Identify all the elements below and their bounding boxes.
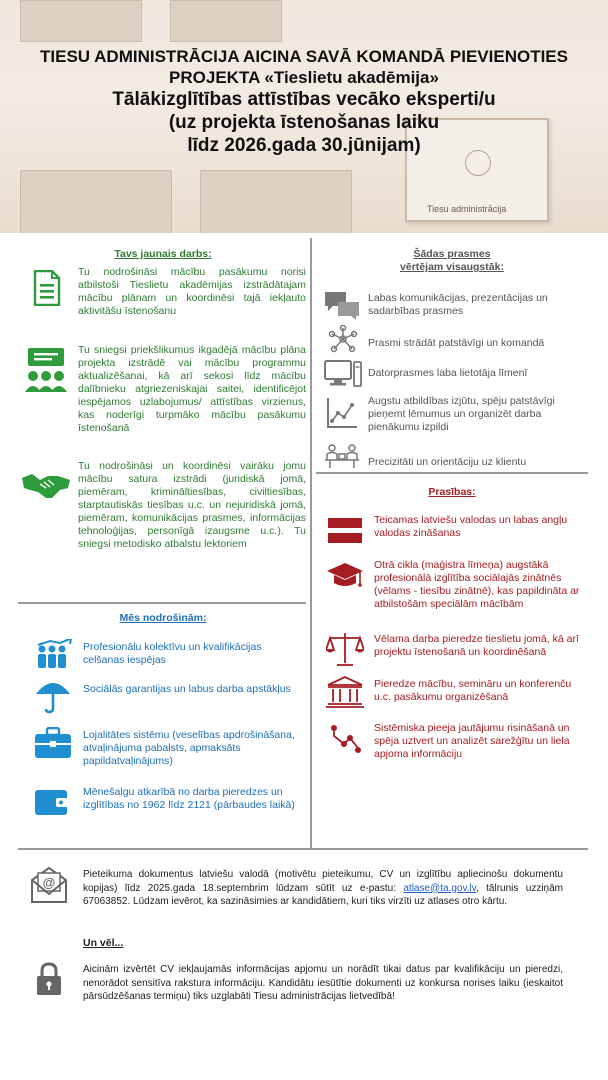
building-window: [200, 170, 352, 233]
skills-item-text: Precizitāti un orientāciju uz klientu: [368, 456, 527, 468]
scales-icon: [326, 631, 364, 667]
briefcase-icon: [34, 727, 72, 759]
building-window: [20, 0, 142, 42]
work-heading: Tavs jaunais darbs:: [114, 248, 212, 260]
title-line-2: PROJEKTA «Tieslietu akadēmija»: [169, 68, 439, 87]
requirements-item-text: Vēlama darba pieredze tieslietu jomā, kā arī projektu īstenošanā un koordinēšanā: [374, 633, 579, 658]
requirements-item-text: Sistēmiska pieeja jautājumu risināšanā un spēja uztvert un analizēt sarežģītu un liela apjoma informāciju: [374, 722, 570, 760]
chat-bubbles-icon: [324, 290, 360, 320]
building-window: [20, 170, 172, 233]
presentation-group-icon: [24, 348, 68, 396]
offer-heading: Mēs nodrošinām:: [119, 612, 207, 624]
email-link[interactable]: atlase@ta.gov.lv: [403, 882, 476, 894]
language-bars-icon: [328, 518, 362, 544]
building-window: [170, 0, 282, 42]
more-heading: Un vēl...: [83, 937, 124, 949]
more-text: Aicinām izvērtēt CV iekļaujamās informācijas apjomu un norādīt tikai datus par kvalifikāciju un pieredzi, nenorādot sensitīva rakstura informāciju. Kandidātu iesūtītie dokumenti uz konkursa norises laiku (ieskaitot pārsūdzēšanas termiņu) tiks uzglabāti Tiesu administrācijas lietvedībā!: [83, 964, 563, 1002]
computer-icon: [324, 360, 362, 388]
chart-icon: [326, 397, 358, 429]
work-item-text: Tu sniegsi priekšlikumus ikgadējā mācību plāna projekta izstrādē vai mācību programmu aktualizēšanai, kā arī sekosi līdz mācību dalībnieku atgriezeniskajai saitei, identificējot iespējamos uzlabojumus/ attīstības virzienus, kas noderīgi turpmāko mācību pasākumu īstenošanā: [78, 344, 306, 434]
hero-banner: [0, 0, 608, 233]
requirements-item-text: Teicamas latviešu valodas un labas angļu valodas zināšanas: [374, 514, 568, 539]
apply-text-before: Pieteikuma dokumentus latviešu valodā (motivētu pieteikumu, CV un izglītību apliecinošu dokumentu kopijas) līdz 2025.gada 18.septembrim lūdzam sūtīt uz e-pastu:: [83, 869, 563, 894]
skills-heading: [316, 248, 588, 274]
apply-text-after: , tālrunis uzziņām 67063852. Lūdzam ievērot, ka sazināsimies ar kandidātiem, kuri tiks virzīti uz atlases otro kārtu.: [83, 882, 563, 907]
skills-heading-line-2: vērtējam visaugstāk:: [400, 261, 504, 273]
problem-solving-icon: [330, 724, 362, 756]
skills-item-text: Prasmi strādāt patstāvīgi un komandā: [368, 337, 545, 349]
requirements-heading: Prasības:: [428, 486, 476, 498]
graduation-cap-icon: [326, 561, 364, 591]
apply-text: [83, 868, 563, 909]
document-icon: [32, 270, 62, 306]
divider-left: [18, 602, 306, 604]
work-item-text: Tu nodrošināsi mācību pasākumu norisi atbilstoši Tieslietu akadēmijas izstrādātajam mācību plānam un koordinēsi tajā iekļauto aktivitāšu īstenošanu: [78, 266, 306, 317]
handshake-icon: [22, 470, 70, 500]
umbrella-icon: [34, 678, 72, 714]
title-line-5: līdz 2026.gada 30.jūnijam): [187, 135, 421, 156]
email-icon: [30, 866, 68, 904]
skills-item-text: Augstu atbildības izjūtu, spēju patstāvīgi pieņemt lēmumus un organizēt darba pienākumu izpildi: [368, 395, 555, 433]
skills-item-text: Labas komunikācijas, prezentācijas un sadarbības prasmes: [368, 292, 548, 317]
client-service-icon: [324, 443, 360, 469]
title-line-1: TIESU ADMINISTRĀCIJA AICINA SAVĀ KOMANDĀ PIEVIENOTIES: [40, 47, 568, 66]
divider-right: [316, 472, 588, 474]
divider-bottom: [18, 848, 588, 850]
lock-icon: [36, 962, 62, 996]
page-title: [0, 46, 608, 157]
skills-item-text: Datorprasmes laba lietotāja līmenī: [368, 367, 528, 379]
title-line-3: Tālākizglītības attīstības vecāko eksperti/u: [112, 89, 496, 110]
offer-item-text: Mēnešalgu atkarībā no darba pieredzes un izglītības no 1962 līdz 2121 (pārbaudes laikā): [83, 786, 295, 811]
vertical-divider: [310, 238, 312, 848]
title-line-4: (uz projekta īstenošanas laiku: [168, 112, 440, 133]
network-icon: [328, 325, 358, 353]
svg-text:@: @: [42, 875, 56, 890]
wallet-icon: [34, 788, 70, 816]
offer-item-text: Sociālās garantijas un labus darba apstākļus: [83, 683, 291, 695]
plaque-label: Tiesu administrācija: [427, 204, 507, 214]
requirements-item-text: Otrā cikla (maģistra līmeņa) augstākā profesionālā izglītība sociālajās zinātnēs (vēlams - tiesību zinātnē), kas papildināta ar atbilstošām speciālām mācībām: [374, 559, 580, 610]
skills-heading-line-1: Šādas prasmes: [413, 248, 491, 260]
offer-item-text: Profesionālu kolektīvu un kvalifikācijas celšanas iespējas: [83, 641, 262, 666]
institution-icon: [326, 675, 364, 709]
team-growth-icon: [36, 639, 74, 669]
work-item-text: Tu nodrošināsi un koordinēsi vairāku jomu mācību satura izstrādi (juridiskā jomā, piemēram, krimināltiesības, civiltiesības, starptautiskās tiesības u.c. un nejuridiskā jomā, piemēram, komunikācijas prasmes, informācijas tehnoloģijas, personīgā izaugsme u.c.). Tu sniegsi metodisko atbalstu lektoriem: [78, 460, 306, 550]
offer-item-text: Lojalitātes sistēmu (veselības apdrošināšana, atvaļinājuma pabalsts, apmaksāts papildatvaļinājums): [83, 729, 295, 767]
requirements-item-text: Pieredze mācību, semināru un konferenču u.c. pasākumu organizēšanā: [374, 678, 572, 703]
